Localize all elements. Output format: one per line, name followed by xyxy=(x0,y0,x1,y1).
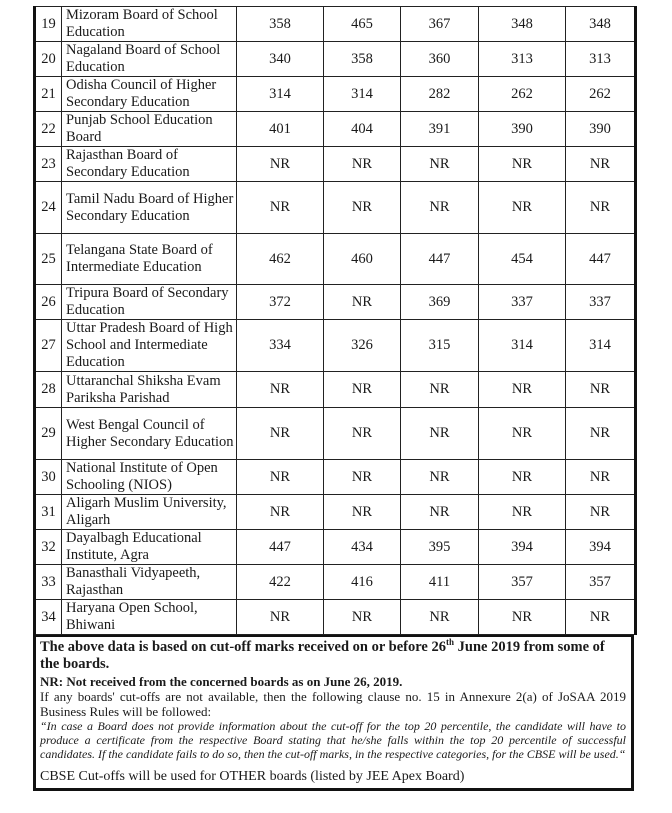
board-name-cell: Mizoram Board of School Education xyxy=(62,7,237,42)
data-basis-text: The above data is based on cut-off marks received on or before 26 xyxy=(40,639,446,655)
cutoff-value-cell: 447 xyxy=(401,234,479,285)
table-row xyxy=(35,234,636,285)
cutoff-value-cell: NR xyxy=(237,460,324,495)
cutoff-value-cell: NR xyxy=(237,495,324,530)
serial-number-cell: 32 xyxy=(35,530,62,565)
serial-number-cell: 28 xyxy=(35,372,62,408)
board-name-cell: Odisha Council of Higher Secondary Education xyxy=(62,77,237,112)
cutoff-value-cell: 460 xyxy=(324,234,401,285)
cutoff-value-cell: 358 xyxy=(324,42,401,77)
cutoff-value-cell: NR xyxy=(566,600,636,635)
cutoff-value-cell: 360 xyxy=(401,42,479,77)
cutoff-value-cell: NR xyxy=(401,147,479,182)
cutoff-value-cell: 422 xyxy=(237,565,324,600)
cutoff-value-cell: NR xyxy=(479,147,566,182)
cutoff-value-cell: 372 xyxy=(237,285,324,320)
serial-number-cell: 29 xyxy=(35,408,62,460)
cutoff-value-cell: NR xyxy=(401,408,479,460)
table-row xyxy=(35,112,636,147)
cutoff-value-cell: 314 xyxy=(479,320,566,372)
board-name-cell: Punjab School Education Board xyxy=(62,112,237,147)
table-row xyxy=(35,77,636,112)
cutoff-value-cell: 367 xyxy=(401,7,479,42)
cutoff-value-cell: NR xyxy=(566,372,636,408)
board-name-cell: Haryana Open School, Bhiwani xyxy=(62,600,237,635)
cutoff-value-cell: 411 xyxy=(401,565,479,600)
cutoff-value-cell: 282 xyxy=(401,77,479,112)
cutoff-value-cell: 454 xyxy=(479,234,566,285)
cutoff-value-cell: NR xyxy=(237,182,324,234)
cutoff-value-cell: 394 xyxy=(479,530,566,565)
cutoff-value-cell: 434 xyxy=(324,530,401,565)
table-row xyxy=(35,495,636,530)
cutoff-value-cell: NR xyxy=(237,372,324,408)
cutoff-value-cell: 462 xyxy=(237,234,324,285)
cutoff-value-cell: 314 xyxy=(566,320,636,372)
cutoff-value-cell: 314 xyxy=(237,77,324,112)
cutoff-value-cell: 391 xyxy=(401,112,479,147)
cutoff-value-cell: NR xyxy=(324,495,401,530)
cutoff-value-cell: 348 xyxy=(566,7,636,42)
cutoff-value-cell: 348 xyxy=(479,7,566,42)
cutoff-value-cell: 447 xyxy=(566,234,636,285)
table-row xyxy=(35,600,636,635)
cutoff-value-cell: NR xyxy=(324,147,401,182)
table-row xyxy=(35,408,636,460)
date-suffix: th xyxy=(445,637,454,648)
cutoff-value-cell: NR xyxy=(324,408,401,460)
cutoff-value-cell: 395 xyxy=(401,530,479,565)
clause-note: If any boards' cut-offs are not available, then the following clause no. 15 in Annexure 2(a) of JoSAA 2019 Business Rules will be followed: xyxy=(40,689,626,719)
cutoff-value-cell: NR xyxy=(237,408,324,460)
board-name-cell: Telangana State Board of Intermediate Education xyxy=(62,234,237,285)
cutoff-value-cell: NR xyxy=(566,182,636,234)
table-row xyxy=(35,530,636,565)
cutoff-value-cell: 313 xyxy=(566,42,636,77)
cutoff-value-cell: NR xyxy=(479,372,566,408)
cutoff-value-cell: 262 xyxy=(566,77,636,112)
cutoff-value-cell: NR xyxy=(401,495,479,530)
table-row xyxy=(35,147,636,182)
cutoff-value-cell: 262 xyxy=(479,77,566,112)
cutoff-value-cell: 313 xyxy=(479,42,566,77)
cutoff-value-cell: 447 xyxy=(237,530,324,565)
cutoff-value-cell: NR xyxy=(479,600,566,635)
cutoff-value-cell: NR xyxy=(237,600,324,635)
cutoff-value-cell: 314 xyxy=(324,77,401,112)
cutoff-value-cell: NR xyxy=(566,408,636,460)
clause-quote: “In case a Board does not provide information about the cut-off for the top 20 percentile, the candidate will have to produce a certificate from the respective Board stating that he/she falls within the top 20 percentile of successful candidates. If the candidate fails to do so, then the cut-off marks, in the respective categories, for the CBSE will be used.“ xyxy=(40,719,626,761)
cutoff-value-cell: NR xyxy=(401,372,479,408)
cutoff-value-cell: 334 xyxy=(237,320,324,372)
cutoff-value-cell: 357 xyxy=(566,565,636,600)
cutoff-value-cell: NR xyxy=(401,460,479,495)
table-row xyxy=(35,182,636,234)
board-name-cell: Tripura Board of Secondary Education xyxy=(62,285,237,320)
cutoff-value-cell: 416 xyxy=(324,565,401,600)
cutoff-value-cell: NR xyxy=(324,460,401,495)
cutoff-value-cell: NR xyxy=(479,408,566,460)
serial-number-cell: 23 xyxy=(35,147,62,182)
serial-number-cell: 30 xyxy=(35,460,62,495)
board-name-cell: Nagaland Board of School Education xyxy=(62,42,237,77)
serial-number-cell: 22 xyxy=(35,112,62,147)
table-row xyxy=(35,460,636,495)
cutoff-value-cell: NR xyxy=(401,182,479,234)
data-basis-text-end: June 2019 from some of the boards. xyxy=(40,639,605,672)
cutoff-value-cell: NR xyxy=(479,495,566,530)
board-name-cell: National Institute of Open Schooling (NIOS) xyxy=(62,460,237,495)
nr-legend: NR: Not received from the concerned boards as on June 26, 2019. xyxy=(40,674,403,689)
board-name-cell: Uttaranchal Shiksha Evam Pariksha Parishad xyxy=(62,372,237,408)
cutoff-value-cell: 404 xyxy=(324,112,401,147)
cutoff-value-cell: NR xyxy=(479,460,566,495)
table-row xyxy=(35,320,636,372)
table-body xyxy=(35,7,636,635)
cbse-note: CBSE Cut-offs will be used for OTHER boards (listed by JEE Apex Board) xyxy=(40,769,465,784)
cutoff-value-cell: NR xyxy=(324,285,401,320)
cutoff-value-cell: NR xyxy=(479,182,566,234)
cutoff-value-cell: NR xyxy=(324,372,401,408)
serial-number-cell: 27 xyxy=(35,320,62,372)
board-name-cell: West Bengal Council of Higher Secondary Education xyxy=(62,408,237,460)
cutoff-value-cell: NR xyxy=(237,147,324,182)
cutoff-value-cell: 401 xyxy=(237,112,324,147)
serial-number-cell: 26 xyxy=(35,285,62,320)
board-name-cell: Banasthali Vidyapeeth, Rajasthan xyxy=(62,565,237,600)
serial-number-cell: 34 xyxy=(35,600,62,635)
cutoff-value-cell: NR xyxy=(566,147,636,182)
cutoff-value-cell: NR xyxy=(566,460,636,495)
cutoff-value-cell: 326 xyxy=(324,320,401,372)
cutoff-value-cell: 390 xyxy=(566,112,636,147)
cutoff-value-cell: 390 xyxy=(479,112,566,147)
table-row xyxy=(35,42,636,77)
serial-number-cell: 31 xyxy=(35,495,62,530)
serial-number-cell: 21 xyxy=(35,77,62,112)
cutoff-value-cell: 337 xyxy=(566,285,636,320)
cutoff-value-cell: NR xyxy=(401,600,479,635)
serial-number-cell: 25 xyxy=(35,234,62,285)
cutoff-value-cell: 358 xyxy=(237,7,324,42)
serial-number-cell: 20 xyxy=(35,42,62,77)
table-row xyxy=(35,7,636,42)
cutoff-value-cell: NR xyxy=(324,182,401,234)
board-name-cell: Uttar Pradesh Board of High School and Intermediate Education xyxy=(62,320,237,372)
serial-number-cell: 19 xyxy=(35,7,62,42)
cutoff-value-cell: 394 xyxy=(566,530,636,565)
cutoff-value-cell: NR xyxy=(566,495,636,530)
cutoff-value-cell: 315 xyxy=(401,320,479,372)
cutoff-value-cell: NR xyxy=(324,600,401,635)
cutoff-value-cell: 340 xyxy=(237,42,324,77)
notes-box xyxy=(33,635,634,791)
cutoff-value-cell: 337 xyxy=(479,285,566,320)
board-name-cell: Aligarh Muslim University, Aligarh xyxy=(62,495,237,530)
serial-number-cell: 24 xyxy=(35,182,62,234)
board-name-cell: Dayalbagh Educational Institute, Agra xyxy=(62,530,237,565)
board-name-cell: Tamil Nadu Board of Higher Secondary Education xyxy=(62,182,237,234)
cutoff-value-cell: 357 xyxy=(479,565,566,600)
table-row xyxy=(35,285,636,320)
table-row xyxy=(35,565,636,600)
cutoff-value-cell: 465 xyxy=(324,7,401,42)
serial-number-cell: 33 xyxy=(35,565,62,600)
cutoff-value-cell: 369 xyxy=(401,285,479,320)
board-cutoff-table xyxy=(33,6,637,635)
data-basis-note xyxy=(40,639,626,673)
table-row xyxy=(35,372,636,408)
board-name-cell: Rajasthan Board of Secondary Education xyxy=(62,147,237,182)
document-page xyxy=(33,6,634,791)
